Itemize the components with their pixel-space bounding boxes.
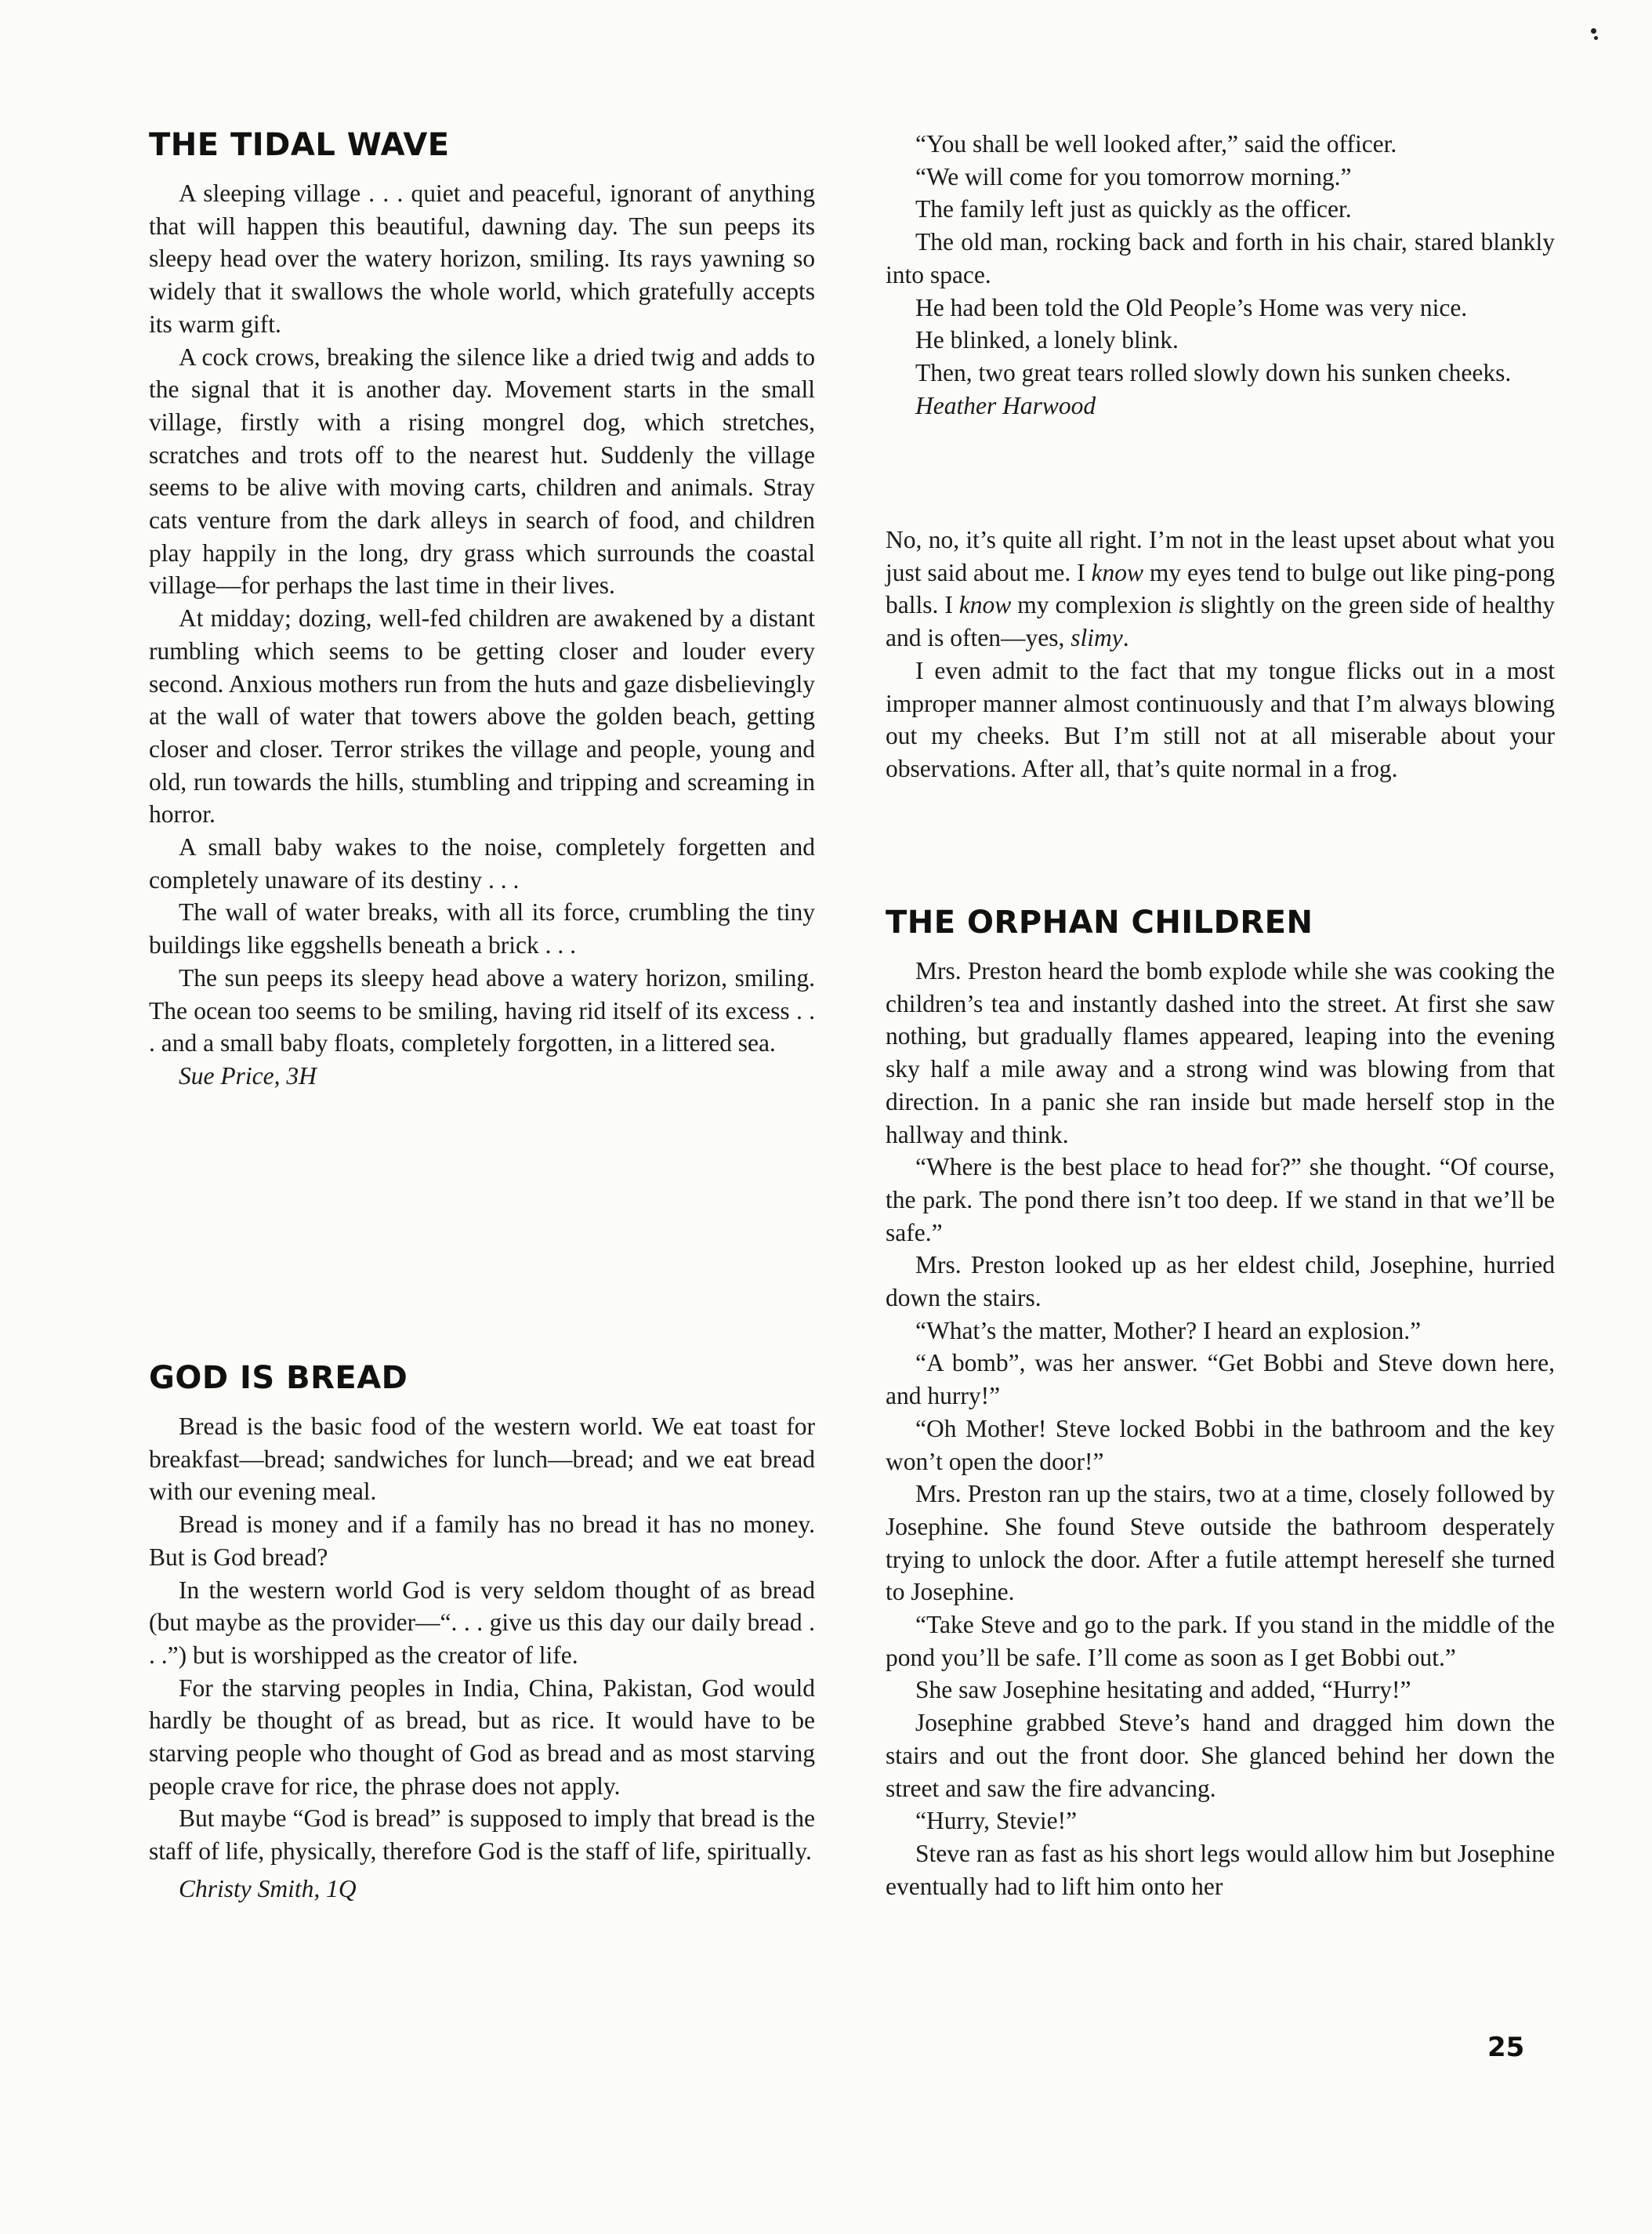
story-frog — [886, 524, 1555, 785]
story-tidal-wave — [149, 125, 815, 1093]
paragraph: “What’s the matter, Mother? I heard an explosion.” — [915, 1316, 1422, 1344]
paragraph: “You shall be well looked after,” said the officer. — [915, 130, 1397, 158]
paragraph: At midday; dozing, well-fed children are awakened by a distant rumbling which seems to be getting closer and louder every second. Anxious mothers run from the huts and gaze disbelievingly at the wall of water that towers above the golden beach, getting closer and closer. Terror strikes the village and people, young and old, run towards the hills, stumbling and tripping and screaming in horror. — [149, 604, 815, 829]
story-god-is-bread — [149, 1358, 815, 1906]
paragraph: Mrs. Preston ran up the stairs, two at a time, closely followed by Josephine. She found Steve outside the bathroom desperately trying to unlock the door. After a futile attempt hereself she turned to Josephine. — [886, 1480, 1555, 1606]
paragraph: Then, two great tears rolled slowly down his sunken cheeks. — [915, 358, 1512, 386]
paragraph: “Where is the best place to head for?” she thought. “Of course, the park. The pond there isn’t too deep. If we stand in that we’ll be safe.” — [886, 1153, 1555, 1246]
paragraph: He blinked, a lonely blink. — [915, 326, 1179, 354]
paragraph: No, no, it’s quite all right. I’m not in the least upset about what you just said about me. I know my eyes tend to bulge out like ping-pong balls. I know my complexion is slightly on the green side of healthy and is often—yes, slimy. — [886, 526, 1556, 652]
paragraph: Steve ran as fast as his short legs would allow him but Josephine eventually had to lift him onto her — [886, 1839, 1555, 1900]
paragraph: The old man, rocking back and forth in his chair, stared blankly into space. — [886, 228, 1555, 288]
paragraph: Mrs. Preston looked up as her eldest child, Josephine, hurried down the stairs. — [886, 1251, 1555, 1312]
paragraph: But maybe “God is bread” is supposed to imply that bread is the staff of life, physically, therefore God is the staff of life, spiritually. — [149, 1804, 815, 1866]
paragraph: A cock crows, breaking the silence like a dried twig and adds to the signal that it is another day. Movement starts in the small village, firstly with a rising mongrel dog, which stretches, scratches and trots off to the nearest hut. Suddenly the village seems to be alive with moving carts, children and animals. Stray cats venture from the dark alleys in search of food, and children play happily in the long, dry grass which surrounds the coastal village—for perhaps the last time in their lives. — [149, 343, 815, 600]
paragraph: Bread is the basic food of the western world. We eat toast for breakfast—bread; sandwiches for lunch—bread; and we eat bread with our evening meal. — [149, 1413, 815, 1506]
paragraph: I even admit to the fact that my tongue flicks out in a most improper manner almost continuously and that I’m always blowing out my cheeks. But I’m still not at all miserable about your observations. After all, that’s quite normal in a frog. — [886, 656, 1555, 782]
paragraph: A sleeping village . . . quiet and peaceful, ignorant of anything that will happen this beautiful, dawning day. The sun peeps its sleepy head over the watery horizon, smiling. Its rays yawning so widely that it swallows the whole world, which gratefully accepts its warm gift. — [149, 180, 815, 338]
author-byline: Christy Smith, 1Q — [179, 1874, 357, 1902]
paragraph: Josephine grabbed Steve’s hand and dragged him down the stairs and out the front door. She glanced behind her down the street and saw the fire advancing. — [886, 1709, 1555, 1802]
paragraph: He had been told the Old People’s Home was very nice. — [915, 293, 1468, 321]
paragraph: “Take Steve and go to the park. If you stand in the middle of the pond you’ll be safe. I’ll come as soon as I get Bobbi out.” — [886, 1611, 1555, 1671]
page-number: 25 — [1487, 2032, 1525, 2063]
story-title: GOD IS BREAD — [149, 1360, 408, 1396]
paragraph: A small baby wakes to the noise, completely forgetten and completely unaware of its destiny . . . — [149, 833, 815, 894]
scan-speck — [1591, 28, 1596, 34]
paragraph: In the western world God is very seldom thought of as bread (but maybe as the provider—“. . . give us this day our daily bread . . .”) but is worshipped as the creator of life. — [149, 1576, 815, 1669]
paragraph: The wall of water breaks, with all its force, crumbling the tiny buildings like eggshells beneath a brick . . . — [149, 898, 815, 959]
story-title: THE ORPHAN CHILDREN — [886, 905, 1313, 941]
paragraph: “We will come for you tomorrow morning.” — [915, 162, 1352, 190]
paragraph: The sun peeps its sleepy head above a watery horizon, smiling. The ocean too seems to be smiling, having rid itself of its excess . . . and a small baby floats, completely forgotten, in a littered sea. — [149, 963, 815, 1057]
paragraph: She saw Josephine hesitating and added, “Hurry!” — [915, 1676, 1411, 1704]
paragraph: Bread is money and if a family has no bread it has no money. But is God bread? — [149, 1510, 815, 1571]
paragraph: The family left just as quickly as the officer. — [915, 195, 1352, 223]
paragraph: Mrs. Preston heard the bomb explode while she was cooking the children’s tea and instantly dashed into the street. At first she saw nothing, but gradually flames appeared, leaping into the evening sky half a mile away and a strong wind was blowing from that direction. In a panic she ran inside but made herself stop in the hallway and think. — [886, 957, 1555, 1148]
paragraph: “Hurry, Stevie!” — [915, 1807, 1078, 1835]
paragraph: For the starving peoples in India, China, Pakistan, God would hardly be thought of as bread, but as rice. It would have to be starving people who thought of God as bread and as most starving people crave for rice, the phrase does not apply. — [149, 1674, 815, 1800]
scan-speck — [1594, 36, 1598, 40]
author-byline: Heather Harwood — [915, 391, 1096, 419]
story-title: THE TIDAL WAVE — [149, 127, 450, 163]
story-orphan-children — [886, 903, 1555, 1902]
paragraph: “A bomb”, was her answer. “Get Bobbi and Steve down here, and hurry!” — [886, 1349, 1555, 1410]
author-byline: Sue Price, 3H — [179, 1061, 317, 1090]
paragraph: “Oh Mother! Steve locked Bobbi in the bathroom and the key won’t open the door!” — [886, 1414, 1555, 1475]
story-old-man — [886, 128, 1555, 422]
